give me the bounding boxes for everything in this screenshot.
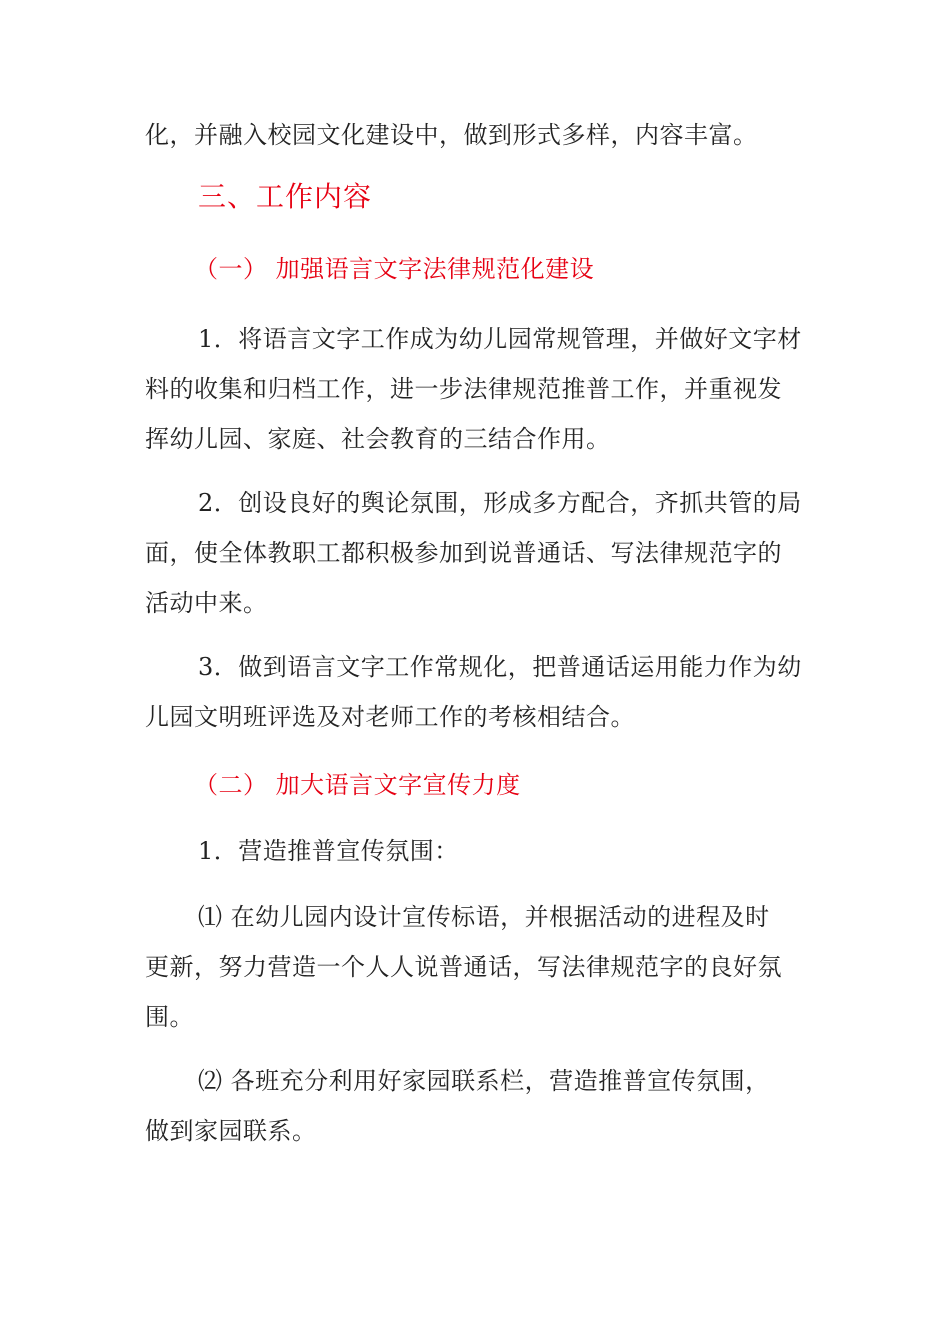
item-1-line-2: 料的收集和归档工作，进一步法律规范推普工作，并重视发	[145, 375, 782, 403]
item-1-line-3: 挥幼儿园、家庭、社会教育的三结合作用。	[145, 425, 611, 453]
point-2-line-1: ⑵ 各班充分利用好家园联系栏，营造推普宣传氛围，	[198, 1067, 770, 1095]
point-2-line-2: 做到家园联系。	[145, 1117, 317, 1145]
point-1-line-3: 围。	[145, 1003, 194, 1031]
item-2-line-1: 2．创设良好的舆论氛围，形成多方配合，齐抓共管的局	[198, 489, 802, 517]
item-3-line-2: 儿园文明班评选及对老师工作的考核相结合。	[145, 703, 635, 731]
sub2-item-1-lead: 1．营造推普宣传氛围：	[198, 837, 459, 865]
paragraph-intro-tail: 化，并融入校园文化建设中，做到形式多样，内容丰富。	[145, 121, 758, 149]
item-2-line-3: 活动中来。	[145, 589, 268, 617]
subsection-title-1: （一） 加强语言文字法律规范化建设	[194, 255, 595, 283]
section-title: 三、工作内容	[198, 180, 373, 213]
subsection-title-2: （二） 加大语言文字宣传力度	[194, 771, 521, 799]
point-1-line-1: ⑴ 在幼儿园内设计宣传标语，并根据活动的进程及时	[198, 903, 770, 931]
item-1-line-1: 1．将语言文字工作成为幼儿园常规管理，并做好文字材	[198, 325, 802, 353]
item-3-line-1: 3．做到语言文字工作常规化，把普通话运用能力作为幼	[198, 653, 802, 681]
item-2-line-2: 面，使全体教职工都积极参加到说普通话、写法律规范字的	[145, 539, 782, 567]
point-1-line-2: 更新，努力营造一个人人说普通话，写法律规范字的良好氛	[145, 953, 782, 981]
